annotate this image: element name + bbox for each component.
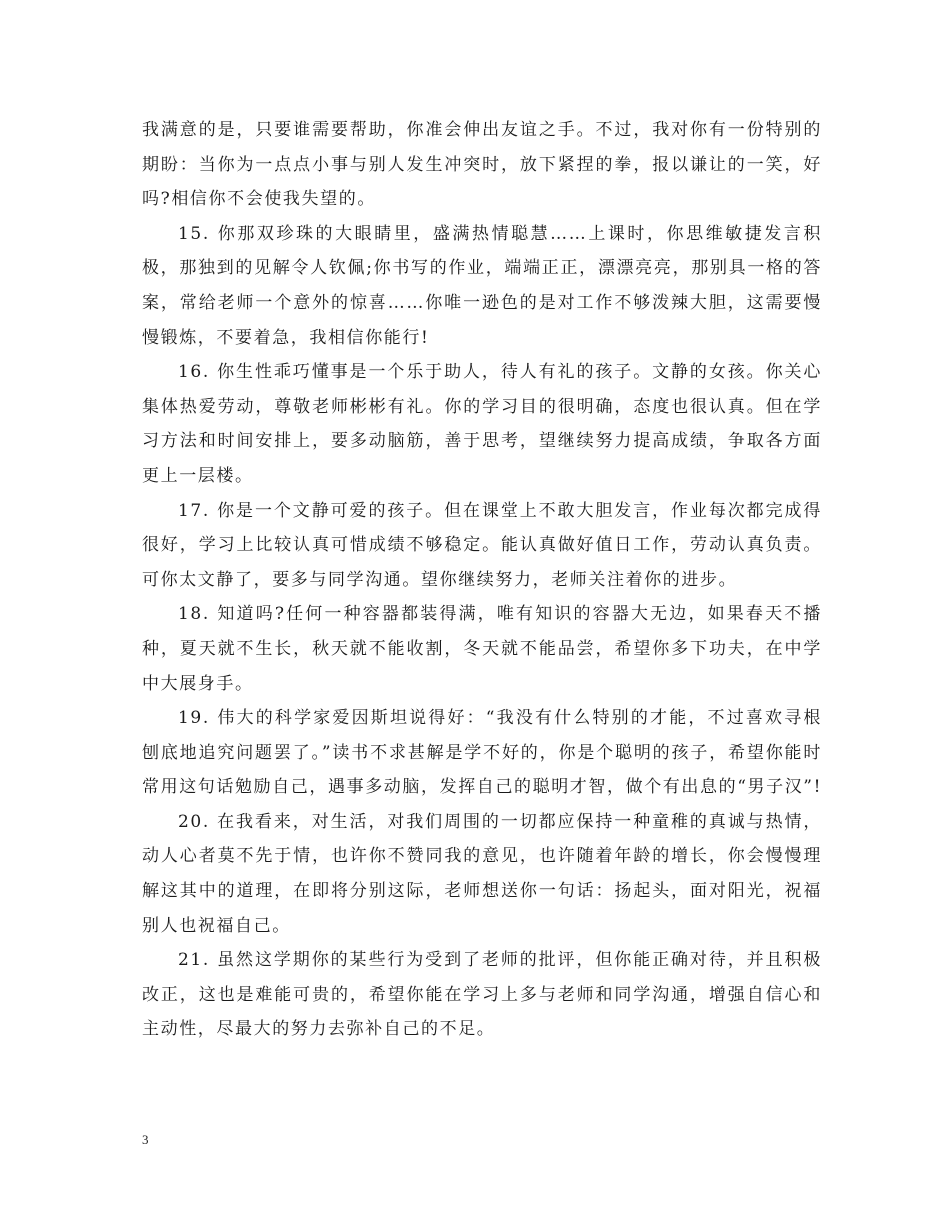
page-number: 3 [142, 1132, 149, 1147]
paragraph-21: 21. 虽然这学期你的某些行为受到了老师的批评，但你能正确对待，并且积极改正，这也是难能可贵的，希望你能在学习上多与老师和同学沟通，增强自信心和主动性，尽最大的努力去弥补自己的不足。 [142, 950, 822, 1040]
paragraph-17: 17. 你是一个文静可爱的孩子。但在课堂上不敢大胆发言，作业每次都完成得很好，学习上比较认真可惜成绩不够稳定。能认真做好值日工作，劳动认真负责。可你太文静了，要多与同学沟通。望你继续努力，老师关注着你的进步。 [142, 500, 822, 590]
paragraph-19: 19. 伟大的科学家爱因斯坦说得好：“我没有什么特别的才能，不过喜欢寻根刨底地追究问题罢了。”读书不求甚解是学不好的，你是个聪明的孩子，希望你能时常用这句话勉励自己，遇事多动脑，发挥自己的聪明才智，做个有出息的“男子汉”! [142, 708, 823, 798]
paragraph-20: 20. 在我看来，对生活，对我们周围的一切都应保持一种童稚的真诚与热情，动人心者莫不先于情，也许你不赞同我的意见，也许随着年龄的增长，你会慢慢理解这其中的道理，在即将分别这际，老师想送你一句话：扬起头，面对阳光，祝福别人也祝福自己。 [142, 811, 822, 936]
paragraph-18: 18. 知道吗?任何一种容器都装得满，唯有知识的容器大无边，如果春天不播种，夏天就不生长，秋天就不能收割，冬天就不能品尝，希望你多下功夫，在中学中大展身手。 [142, 604, 822, 694]
paragraph-continued: 我满意的是，只要谁需要帮助，你准会伸出友谊之手。不过，我对你有一份特别的期盼：当你为一点点小事与别人发生冲突时，放下紧捏的拳，报以谦让的一笑，好吗?相信你不会使我失望的。 [142, 120, 822, 210]
paragraph-15: 15. 你那双珍珠的大眼睛里，盛满热情聪慧……上课时，你思维敏捷发言积极，那独到的见解令人钦佩;你书写的作业，端端正正，漂漂亮亮，那别具一格的答案，常给老师一个意外的惊喜……你唯一逊色的是对工作不够泼辣大胆，这需要慢慢锻炼，不要着急，我相信你能行! [142, 223, 822, 348]
document-body [142, 113, 822, 1047]
paragraph-16: 16. 你生性乖巧懂事是一个乐于助人，待人有礼的孩子。文静的女孩。你关心集体热爱劳动，尊敬老师彬彬有礼。你的学习目的很明确，态度也很认真。但在学习方法和时间安排上，要多动脑筋，善于思考，望继续努力提高成绩，争取各方面更上一层楼。 [142, 362, 822, 486]
